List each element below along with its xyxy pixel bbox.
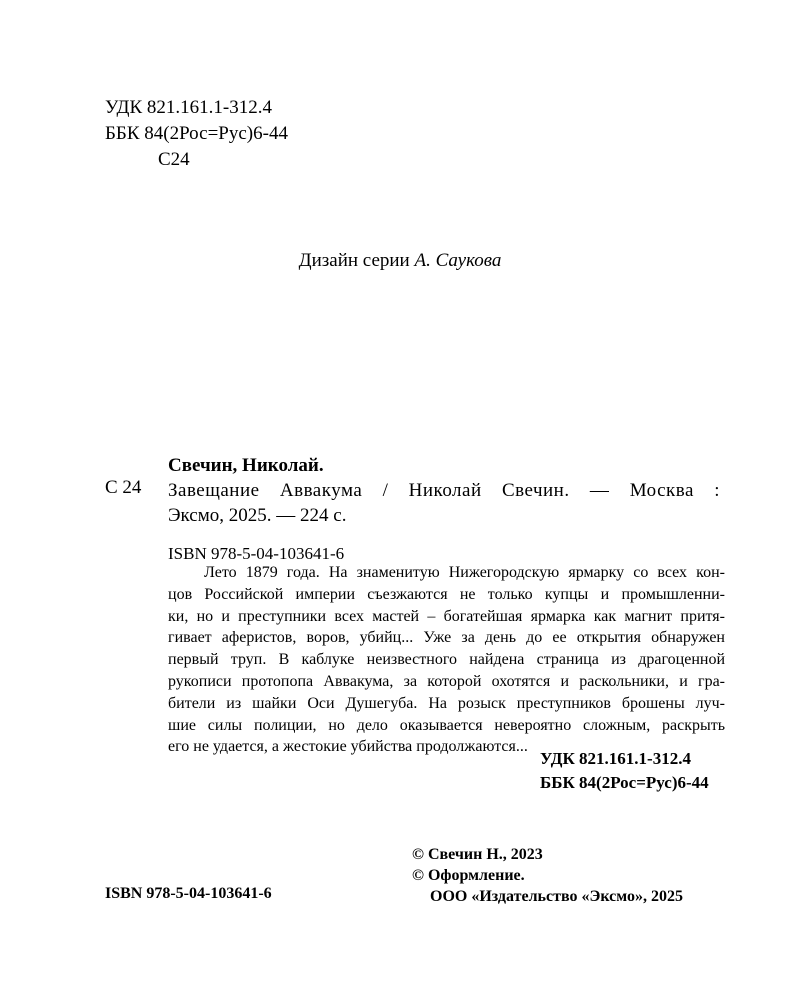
annotation-line: его не удается, а жестокие убийства продолжаются... <box>168 738 528 756</box>
series-design <box>0 250 800 272</box>
isbn-bottom: ISBN 978-5-04-103641-6 <box>105 885 272 902</box>
bbk-row <box>105 121 288 147</box>
copyright-block <box>412 844 683 907</box>
annotation <box>168 562 725 758</box>
annotation-line: цов Российской империи съезжаются не только купцы и промышленни- <box>168 585 725 603</box>
udk-row <box>105 95 288 121</box>
annotation-line: первый труп. В каблуке неизвестного найдена страница из драгоценной <box>168 651 725 669</box>
bibliographic-record <box>168 453 720 566</box>
bbk-value: 84(2Рос=Рус)6-44 <box>144 123 288 144</box>
udk-bottom: УДК 821.161.1-312.4 <box>540 749 691 768</box>
record-isbn: ISBN 978-5-04-103641-6 <box>168 544 345 563</box>
author-mark: С 24 <box>105 477 142 498</box>
author-code: С24 <box>158 149 190 170</box>
classification-block <box>105 95 288 173</box>
annotation-line: Лето 1879 года. На знаменитую Нижегородскую ярмарку со всех кон- <box>204 564 725 581</box>
record-author: Свечин, Николай. <box>168 455 324 476</box>
annotation-line: бители из шайки Оси Душегуба. На розыск преступников брошены луч- <box>168 694 725 712</box>
record-title-line-1: Завещание Аввакума / Николай Свечин. — Москва : <box>168 480 720 501</box>
bbk-bottom: ББК 84(2Рос=Рус)6-44 <box>540 773 709 792</box>
annotation-line: шие силы полиции, но дело оказывается невероятно сложным, раскрыть <box>168 716 725 734</box>
copyright-design: © Оформление. <box>412 867 525 884</box>
annotation-line: ки, но и преступники всех мастей – богатейшая ярмарка как магнит притя- <box>168 607 725 625</box>
record-title-line-2: Эксмо, 2025. — 224 с. <box>168 505 347 526</box>
copyright-publisher: ООО «Издательство «Эксмо», 2025 <box>430 888 683 905</box>
annotation-line: рукописи протопопа Аввакума, за которой охотятся и раскольники, и гра- <box>168 672 725 690</box>
series-designer-name: А. Саукова <box>414 250 502 271</box>
udk-label: УДК <box>105 97 143 118</box>
series-design-label: Дизайн серии <box>298 250 410 271</box>
classification-block-bottom <box>540 747 709 795</box>
bbk-label: ББК <box>105 123 140 144</box>
udk-value: 821.161.1-312.4 <box>146 97 272 118</box>
annotation-line: гивает аферистов, воров, убийц... Уже за день до ее открытия обнаружен <box>168 629 725 647</box>
copyright-author: © Свечин Н., 2023 <box>412 846 543 863</box>
